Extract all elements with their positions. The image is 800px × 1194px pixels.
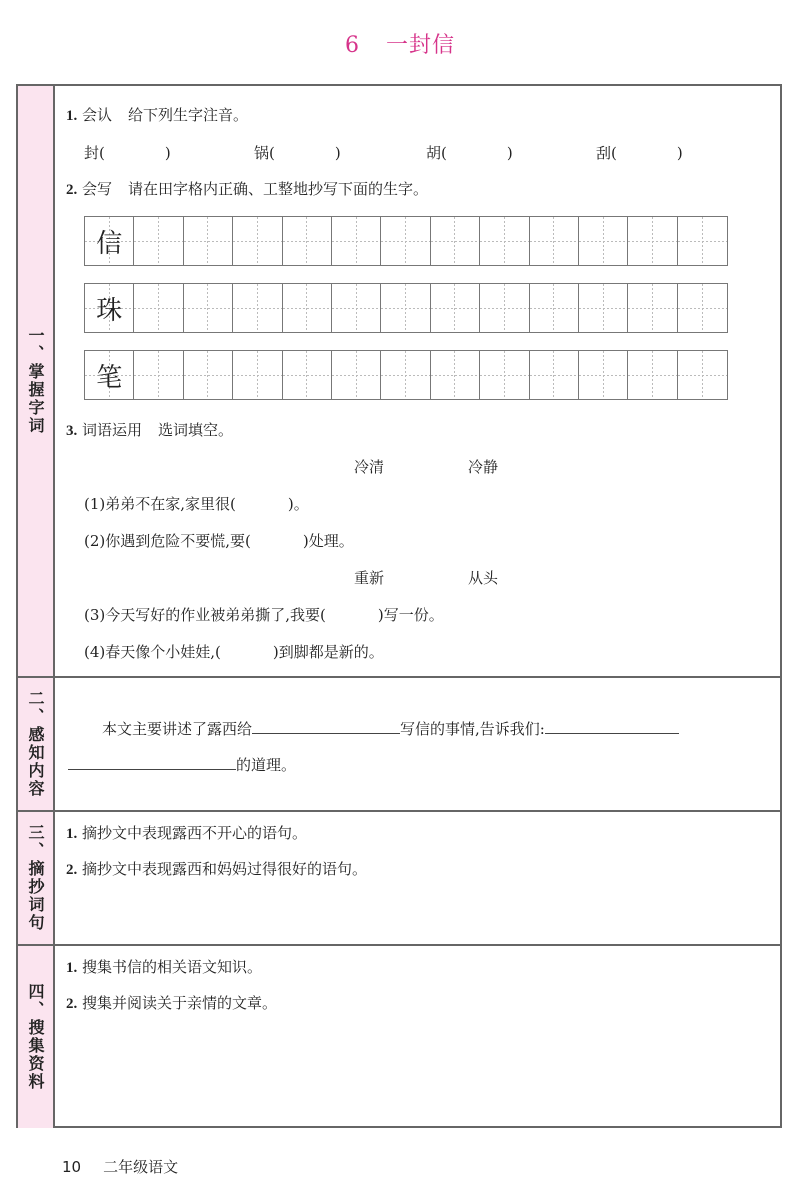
model-char: 珠 (96, 295, 123, 326)
section-label: 四、搜集资料 (18, 946, 55, 1128)
q2-heading: 2. 会写 请在田字格内正确、工整地抄写下面的生字。 (66, 180, 429, 198)
section-label: 二、感知内容 (18, 678, 55, 810)
section-label: 一、掌握字词 (18, 86, 55, 676)
model-char: 信 (96, 228, 123, 259)
section-perceive-content: 二、感知内容 本文主要讲述了露西给 写信的事情,告诉我们: 的道理。 (18, 678, 780, 812)
model-char: 笔 (96, 362, 123, 393)
worksheet-frame (16, 84, 782, 1128)
blank-recipient[interactable] (252, 733, 400, 734)
page-footer (62, 1156, 178, 1177)
word-choice: 重新 (354, 569, 385, 587)
q3-heading: 3. 词语运用 选词填空。 (66, 421, 234, 439)
book-title: 二年级语文 (103, 1158, 179, 1176)
lesson-number: 6 (344, 33, 360, 58)
lesson-name: 一封信 (385, 33, 455, 58)
pinyin-item-hu[interactable]: 胡( ) (426, 144, 513, 162)
word-choice: 冷清 (354, 458, 385, 476)
fill-item-4[interactable]: (4)春天像个小娃娃,( )到脚都是新的。 (84, 643, 384, 661)
page-number: 10 (62, 1158, 82, 1176)
fill-item-1[interactable]: (1)弟弟不在家,家里很( )。 (84, 495, 309, 513)
word-choice: 冷静 (468, 458, 499, 476)
writing-grid-row-zhu[interactable] (84, 283, 728, 333)
q1-heading: 1. 会认 给下列生字注音。 (66, 106, 249, 124)
writing-grid-row-xin[interactable] (84, 216, 728, 266)
word-choice: 从头 (468, 569, 499, 587)
collect-item-2: 2. 搜集并阅读关于亲情的文章。 (66, 994, 278, 1012)
section-excerpt-sentences (18, 812, 780, 946)
collect-item-1: 1. 搜集书信的相关语文知识。 (66, 958, 263, 976)
pinyin-item-feng[interactable]: 封( ) (84, 144, 171, 162)
blank-lesson-2[interactable] (68, 769, 236, 770)
section-collect-materials (18, 946, 780, 1128)
excerpt-item-1: 1. 摘抄文中表现露西不开心的语句。 (66, 824, 308, 842)
pinyin-item-gua[interactable]: 刮( ) (596, 144, 683, 162)
section-label: 三、摘抄词句 (18, 812, 55, 944)
fill-item-3[interactable]: (3)今天写好的作业被弟弟撕了,我要( )写一份。 (84, 606, 444, 624)
lesson-title (0, 28, 800, 59)
pinyin-item-guo[interactable]: 锅( ) (254, 144, 341, 162)
writing-grid-row-bi[interactable] (84, 350, 728, 400)
fill-item-2[interactable]: (2)你遇到危险不要慌,要( )处理。 (84, 532, 354, 550)
excerpt-item-2: 2. 摘抄文中表现露西和妈妈过得很好的语句。 (66, 860, 368, 878)
blank-lesson-1[interactable] (545, 733, 679, 734)
section-master-words (18, 86, 780, 678)
